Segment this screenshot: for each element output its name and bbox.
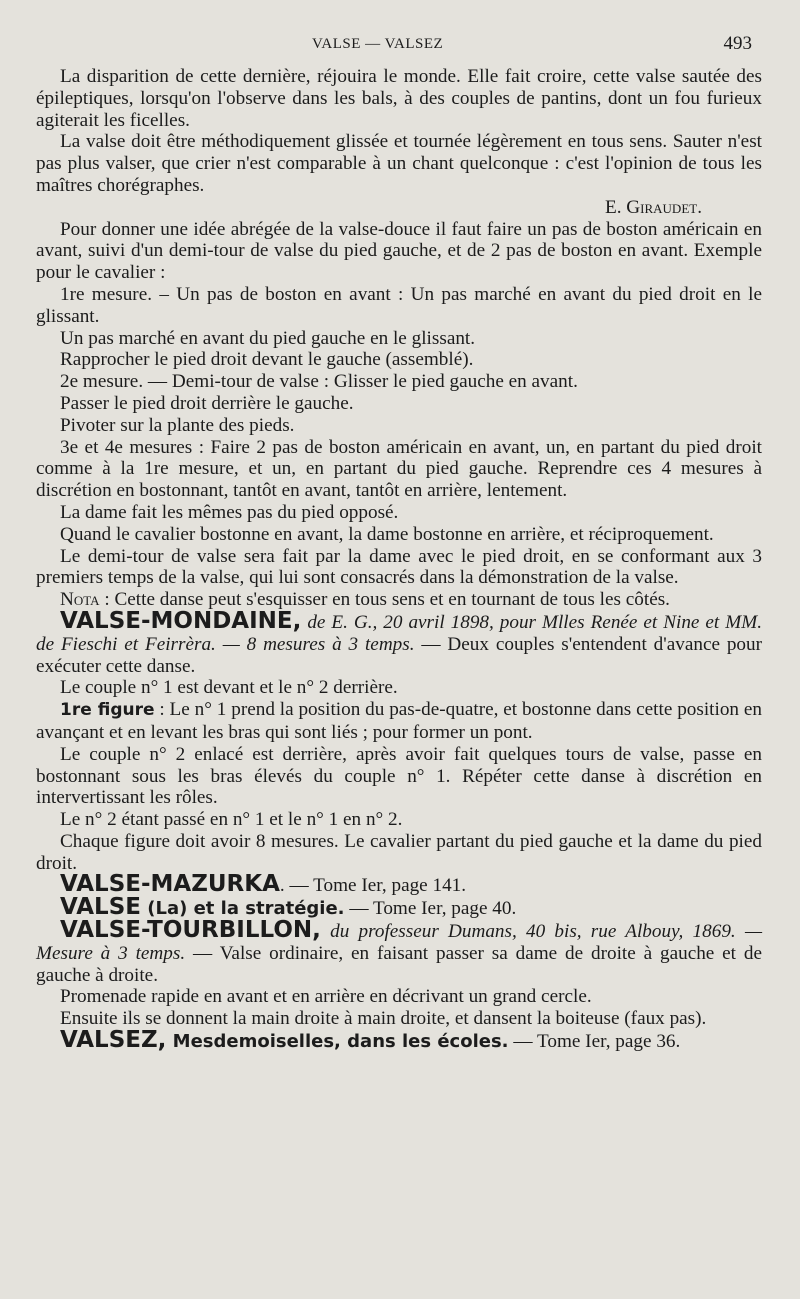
step-line: Passer le pied droit derrière le gauche. <box>60 392 354 414</box>
step-line: 1re mesure. – Un pas de boston en avant : Un pas marché en avant du pied droit en le glissant. <box>36 283 762 327</box>
step-line: 3e et 4e mesures : Faire 2 pas de boston américain en avant, un, en partant du pied droit comme à la 1re mesure, et un, en partant du pied gauche. Reprendre ces 4 mesures à discrétion en bostonnant, tantôt en avant, tantôt en arrière, lentement. <box>36 436 762 502</box>
paragraph: Le n° 2 étant passé en n° 1 et le n° 1 en n° 2. <box>60 809 403 831</box>
step-line: 2e mesure. — Demi-tour de valse : Glisser le pied gauche en avant. <box>60 371 578 393</box>
entry-text: — Tome Ier, page 36. <box>508 1031 681 1053</box>
paragraph: Le couple n° 2 enlacé est derrière, après avoir fait quelques tours de valse, passe en bostonnant sous les bras élevés du couple n° 1. Répéter cette danse à discrétion en intervertissant les rôles. <box>36 743 762 809</box>
step-line: Un pas marché en avant du pied gauche en le glissant. <box>60 327 476 349</box>
entry-subtitle: du professeur Dumans, 40 bis, rue Albouy, 1869. — Mesure à 3 temps. <box>36 921 762 964</box>
entry-valse-mazurka <box>36 871 762 898</box>
paragraph: Le couple n° 1 est devant et le n° 2 derrière. <box>60 677 398 699</box>
page-body <box>36 66 762 1053</box>
entry-subtitle: de E. G., 20 avril 1898, pour Mlles Renée et Nine et MM. de Fieschi et Feirrèra. — 8 mesures à 3 temps. <box>36 611 762 655</box>
paragraph: Promenade rapide en avant et en arrière en décrivant un grand cercle. <box>60 986 592 1008</box>
nota-label: Nota : <box>60 589 110 611</box>
entry-text: . — Tome Ier, page 141. <box>279 875 467 897</box>
step-line: Quand le cavalier bostonne en avant, la dame bostonne en arrière, et réciproquement. <box>60 523 714 545</box>
step-intro: Pour donner une idée abrégée de la valse-douce il faut faire un pas de boston américain en avant, suivi d'un demi-tour de valse du pied gauche, et de 2 pas de boston en avant. Exemple pour le cavalier : <box>36 218 762 284</box>
entry-heading: VALSE-MAZURKA <box>60 871 280 898</box>
entry-heading: VALSE-MONDAINE, <box>60 607 302 634</box>
entry-heading: VALSE-TOURBILLON, <box>60 917 321 944</box>
entry-subtitle: Mesdemoiselles, dans les écoles. <box>166 1031 509 1053</box>
figure-label: 1re figure <box>60 700 155 721</box>
entry-valse-tourbillon <box>36 917 762 986</box>
paragraph: Chaque figure doit avoir 8 mesures. Le cavalier partant du pied gauche et la dame du pied droit. <box>36 830 762 874</box>
entry-text: — Tome Ier, page 40. <box>344 898 517 920</box>
entry-heading: VALSEZ, <box>60 1027 167 1054</box>
step-line: Pivoter sur la plante des pieds. <box>60 414 295 436</box>
signature: E. Giraudet. <box>604 196 702 218</box>
entry-text: — Valse ordinaire, en faisant passer sa dame de droite à gauche et de gauche à droite. <box>36 942 762 986</box>
paragraph: La disparition de cette dernière, réjouira le monde. Elle fait croire, cette valse sautée des épileptiques, lorsqu'on l'observe dans les bals, à des couples de pantins, dont un fou furieux agiterait les ficelles. <box>36 66 762 131</box>
running-head: VALSE — VALSEZ <box>312 36 444 52</box>
step-line: La dame fait les mêmes pas du pied opposé. <box>60 501 399 523</box>
entry-text: — Deux couples s'entendent d'avance pour exécuter cette danse. <box>36 633 762 677</box>
page-header <box>0 33 800 59</box>
step-line: Rapprocher le pied droit devant le gauche (assemblé). <box>60 349 474 371</box>
entry-heading: VALSE <box>60 894 141 921</box>
figure-paragraph <box>36 699 762 744</box>
figure-text: : Le n° 1 prend la position du pas-de-quatre, et bostonne dans cette position en avançant et en levant les bras qui sont liés ; pour former un pont. <box>36 699 762 743</box>
page-number: 493 <box>723 33 752 54</box>
entry-subtitle: (La) et la stratégie. <box>140 898 345 920</box>
step-line: Le demi-tour de valse sera fait par la dame avec le pied droit, en se conformant aux 3 premiers temps de la valse, qui lui sont consacrés dans la démonstration de la valse. <box>36 545 762 589</box>
paragraph: La valse doit être méthodiquement glissée et tournée légèrement en tous sens. Sauter n'est pas plus valser, que crier n'est comparable à un chant quelconque : c'est l'opinion de tous les maîtres chorégraphes. <box>36 131 762 196</box>
paragraph: Ensuite ils se donnent la main droite à main droite, et dansent la boiteuse (faux pas). <box>60 1008 707 1030</box>
entry-valsez <box>36 1027 762 1054</box>
nota-text: Cette danse peut s'esquisser en tous sens et en tournant de tous les côtés. <box>109 589 670 611</box>
entry-valse-mondaine <box>36 607 762 677</box>
